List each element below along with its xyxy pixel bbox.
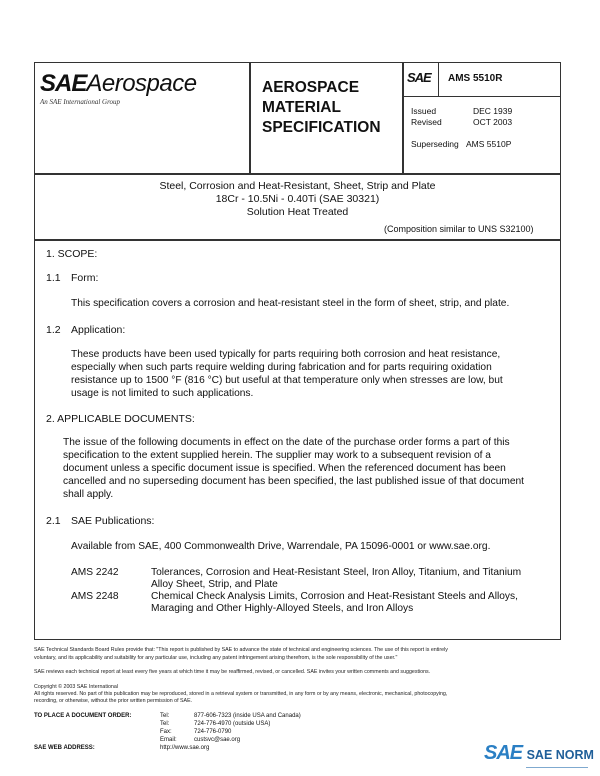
applicable-docs-line: specification to the extent supplied herein. The supplier may work to a subsequent revision of a: [63, 450, 491, 461]
spec-title-line1: AEROSPACE: [262, 79, 360, 96]
applicable-docs-line: document unless a specific document issue is specified. When the referenced document has been: [63, 463, 506, 474]
section-1-2-number: 1.2: [46, 324, 61, 336]
section-2-heading: 2. APPLICABLE DOCUMENTS:: [46, 413, 195, 425]
watermark-sae-mark: SAE: [484, 742, 523, 764]
aerospace-wordmark: Aerospace: [86, 70, 197, 97]
rules-line: voluntary, and its applicability and suitability for any particular use, including any patent infringement arising therefrom, is the sole responsibility of the user.": [34, 655, 398, 661]
sae-mark-divider: [438, 62, 439, 96]
title-line3: Solution Heat Treated: [246, 206, 349, 218]
section-1-heading: 1. SCOPE:: [46, 248, 98, 260]
issued-label: Issued: [411, 106, 437, 116]
contact-label: Fax:: [160, 729, 172, 735]
sae-small-mark: SAE: [407, 70, 431, 85]
logo-tagline: An SAE International Group: [40, 98, 121, 106]
revised-label: Revised: [411, 117, 442, 127]
rules-line: SAE Technical Standards Board Rules provide that: "This report is published by SAE to advance the state of technical and engineering sciences. The use of this report is entirely: [34, 647, 448, 653]
section-1-1-number: 1.1: [46, 272, 61, 284]
applicable-docs-line: The issue of the following documents in effect on the date of the purchase order forms a part of this: [63, 437, 510, 448]
section-1-2-heading: Application:: [71, 324, 126, 336]
watermark-word: SAE NORM: [526, 748, 594, 762]
contact-value: 724-776-4970 (outside USA): [194, 721, 271, 727]
spec-title-line2: MATERIAL: [262, 99, 341, 116]
contact-label: Email:: [160, 737, 177, 743]
section-1-1-heading: Form:: [71, 272, 99, 284]
title-line1: Steel, Corrosion and Heat-Resistant, Sheet, Strip and Plate: [159, 180, 436, 192]
order-label: TO PLACE A DOCUMENT ORDER:: [34, 713, 132, 719]
rights-line: recording, or otherwise, without the prior written permission of SAE.: [34, 698, 193, 704]
applicable-docs-line: shall apply.: [63, 489, 114, 500]
applicable-docs-line: cancelled and no superseding document has been specified, the last published issue of that document: [63, 476, 525, 487]
section-2-1-heading: SAE Publications:: [71, 515, 155, 527]
reference-code: AMS 2242: [71, 567, 119, 578]
info-divider: [403, 96, 561, 97]
revised-value: OCT 2003: [473, 117, 513, 127]
sae-norm-watermark: [484, 742, 594, 765]
sae-logo-mark: SAE: [40, 70, 87, 97]
reference-code: AMS 2248: [71, 591, 119, 602]
watermark-underline: [526, 767, 588, 768]
web-address-link[interactable]: http://www.sae.org: [160, 745, 210, 751]
reference-title-line: Chemical Check Analysis Limits, Corrosion and Heat-Resistant Steels and Alloys,: [151, 591, 518, 602]
sae-logo: [40, 70, 197, 98]
section-2-1-number: 2.1: [46, 515, 61, 527]
copyright-line: Copyright © 2003 SAE International: [34, 684, 118, 690]
composition-note: (Composition similar to UNS S32100): [384, 224, 534, 234]
application-line: resistance up to 1500 °F (816 °C) but useful at that temperature only when stresses are low, but: [71, 375, 503, 386]
contact-value[interactable]: custsvc@sae.org: [194, 737, 241, 743]
application-line: usage is not limited to such applications.: [71, 388, 254, 399]
section-1-1-text: This specification covers a corrosion and heat-resistant steel in the form of sheet, strip, and plate.: [71, 298, 510, 309]
application-line: especially when such parts require welding during fabrication and for parts requiring oxidation: [71, 362, 492, 373]
application-line: These products have been used typically for parts requiring both corrosion and heat resistance,: [71, 349, 501, 360]
web-label: SAE WEB ADDRESS:: [34, 745, 95, 751]
sae-publications-text: Available from SAE, 400 Commonwealth Drive, Warrendale, PA 15096-0001 or www.sae.org.: [71, 541, 491, 552]
superseding-label: Superseding: [411, 139, 459, 149]
spec-title-line3: SPECIFICATION: [262, 119, 381, 136]
doc-number: AMS 5510R: [448, 73, 503, 84]
issued-value: DEC 1939: [473, 106, 513, 116]
rights-line: All rights reserved. No part of this publication may be reproduced, stored in a retrieval system or transmitted, in any form or by any means, electronic, mechanical, photocopying,: [34, 691, 448, 697]
reference-title-line: Maraging and Other Highly-Alloyed Steels, and Iron Alloys: [151, 603, 414, 614]
contact-value: 724-776-0790: [194, 729, 232, 735]
contact-label: Tel:: [160, 713, 170, 719]
contact-label: Tel:: [160, 721, 170, 727]
reference-title-line: Tolerances, Corrosion and Heat-Resistant Steel, Iron Alloy, Titanium, and Titanium: [151, 567, 522, 578]
title-line2: 18Cr - 10.5Ni - 0.40Ti (SAE 30321): [215, 193, 380, 205]
review-line: SAE reviews each technical report at least every five years at which time it may be reaffirmed, revised, or cancelled. SAE invites your written comments and suggestions.: [34, 669, 431, 675]
superseding-value: AMS 5510P: [466, 139, 512, 149]
reference-title-line: Alloy Sheet, Strip, and Plate: [151, 579, 278, 590]
contact-value: 877-606-7323 (inside USA and Canada): [194, 713, 301, 719]
